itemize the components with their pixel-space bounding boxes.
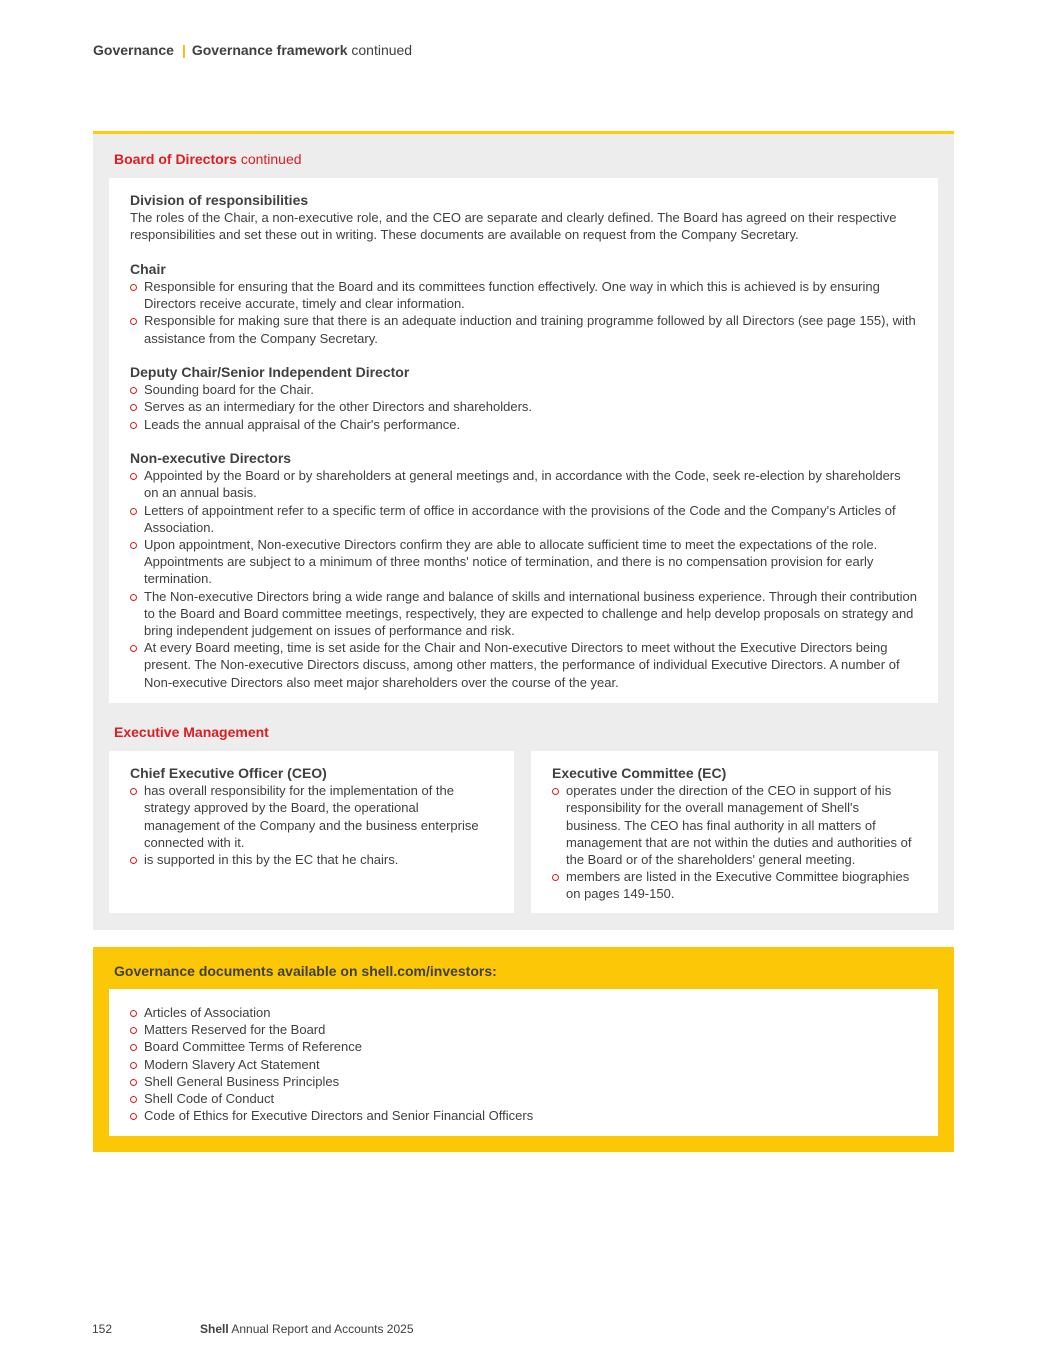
division-text: The roles of the Chair, a non-executive role, and the CEO are separate and clearly defined. The Board has agreed on their respective responsibilities and set these out in writing. These documents are available on request from the Company Secretary. (130, 210, 897, 243)
list-item: Code of Ethics for Executive Directors and Senior Financial Officers (130, 1107, 917, 1124)
list-item: Shell General Business Principles (130, 1073, 917, 1090)
page-number: 152 (92, 1322, 113, 1336)
deputy-list (130, 381, 917, 433)
governance-docs-panel (93, 947, 954, 1152)
list-item: is supported in this by the EC that he chairs. (130, 851, 493, 868)
list-item: Matters Reserved for the Board (130, 1021, 917, 1038)
ceo-card (109, 751, 514, 913)
deputy-heading: Deputy Chair/Senior Independent Director (130, 364, 410, 380)
ned-list (130, 467, 917, 691)
footer-report-title: Annual Report and Accounts 2025 (231, 1322, 414, 1336)
ceo-heading: Chief Executive Officer (CEO) (130, 765, 327, 781)
ec-heading: Executive Committee (EC) (552, 765, 727, 781)
list-item: operates under the direction of the CEO in support of his responsibility for the overall management of Shell's business. The CEO has final authority in all matters of management that are not within the duties and authorities of the Board or of the shareholders' general meeting. (552, 782, 917, 868)
ec-card (531, 751, 938, 913)
exec-section-title: Executive Management (114, 724, 269, 740)
docs-card (109, 989, 938, 1136)
board-title: Board of Directors (114, 151, 237, 167)
board-card (109, 178, 938, 703)
header-section: Governance (93, 42, 174, 58)
list-item: Board Committee Terms of Reference (130, 1038, 917, 1055)
list-item: Responsible for making sure that there is an adequate induction and training programme followed by all Directors (see page 155), with assistance from the Company Secretary. (130, 312, 917, 346)
list-item: Leads the annual appraisal of the Chair's performance. (130, 416, 917, 433)
list-item: Modern Slavery Act Statement (130, 1056, 917, 1073)
ned-heading: Non-executive Directors (130, 450, 292, 466)
list-item: Appointed by the Board or by shareholders at general meetings and, in accordance with the Code, seek re-election by shareholders on an annual basis. (130, 467, 917, 501)
list-item: Letters of appointment refer to a specific term of office in accordance with the provisions of the Code and the Company's Articles of Association. (130, 502, 917, 536)
header-suffix: continued (351, 42, 413, 58)
board-title-suffix: continued (240, 151, 302, 167)
governance-panel (93, 131, 954, 930)
list-item: Upon appointment, Non-executive Directors confirm they are able to allocate sufficient time to meet the expectations of the role. Appointments are subject to a minimum of three months' notice of termination, and there is no compensation provision for early termination. (130, 536, 917, 588)
chair-list (130, 278, 917, 347)
list-item: Serves as an intermediary for the other Directors and shareholders. (130, 398, 917, 415)
list-item: has overall responsibility for the implementation of the strategy approved by the Board, the operational management of the Company and the business enterprise connected with it. (130, 782, 493, 851)
docs-title: Governance documents available on shell.com/investors: (114, 963, 497, 979)
docs-list (130, 1004, 917, 1124)
list-item: members are listed in the Executive Committee biographies on pages 149-150. (552, 868, 917, 902)
header-separator: | (181, 42, 186, 58)
list-item: The Non-executive Directors bring a wide range and balance of skills and international business experience. Through their contribution to the Board and Board committee meetings, respectively, they are expected to challenge and help develop proposals on strategy and bring independent judgement on issues of performance and risk. (130, 588, 917, 640)
chair-heading: Chair (130, 260, 166, 277)
running-header (93, 42, 412, 58)
list-item: Responsible for ensuring that the Board and its committees function effectively. One way in which this is achieved is by ensuring Directors receive accurate, timely and clear information. (130, 278, 917, 312)
list-item: At every Board meeting, time is set aside for the Chair and Non-executive Directors to meet without the Executive Directors being present. The Non-executive Directors discuss, among other matters, the performance of individual Executive Directors. A number of Non-executive Directors also meet major shareholders over the course of the year. (130, 639, 917, 691)
footer-title (200, 1322, 414, 1336)
list-item: Articles of Association (130, 1004, 917, 1021)
ceo-list (130, 782, 493, 868)
ec-list (552, 782, 917, 902)
board-section-title (114, 151, 302, 167)
division-heading: Division of responsibilities (130, 192, 309, 208)
header-title: Governance framework (191, 42, 348, 58)
list-item: Shell Code of Conduct (130, 1090, 917, 1107)
footer-brand: Shell (200, 1322, 229, 1336)
list-item: Sounding board for the Chair. (130, 381, 917, 398)
